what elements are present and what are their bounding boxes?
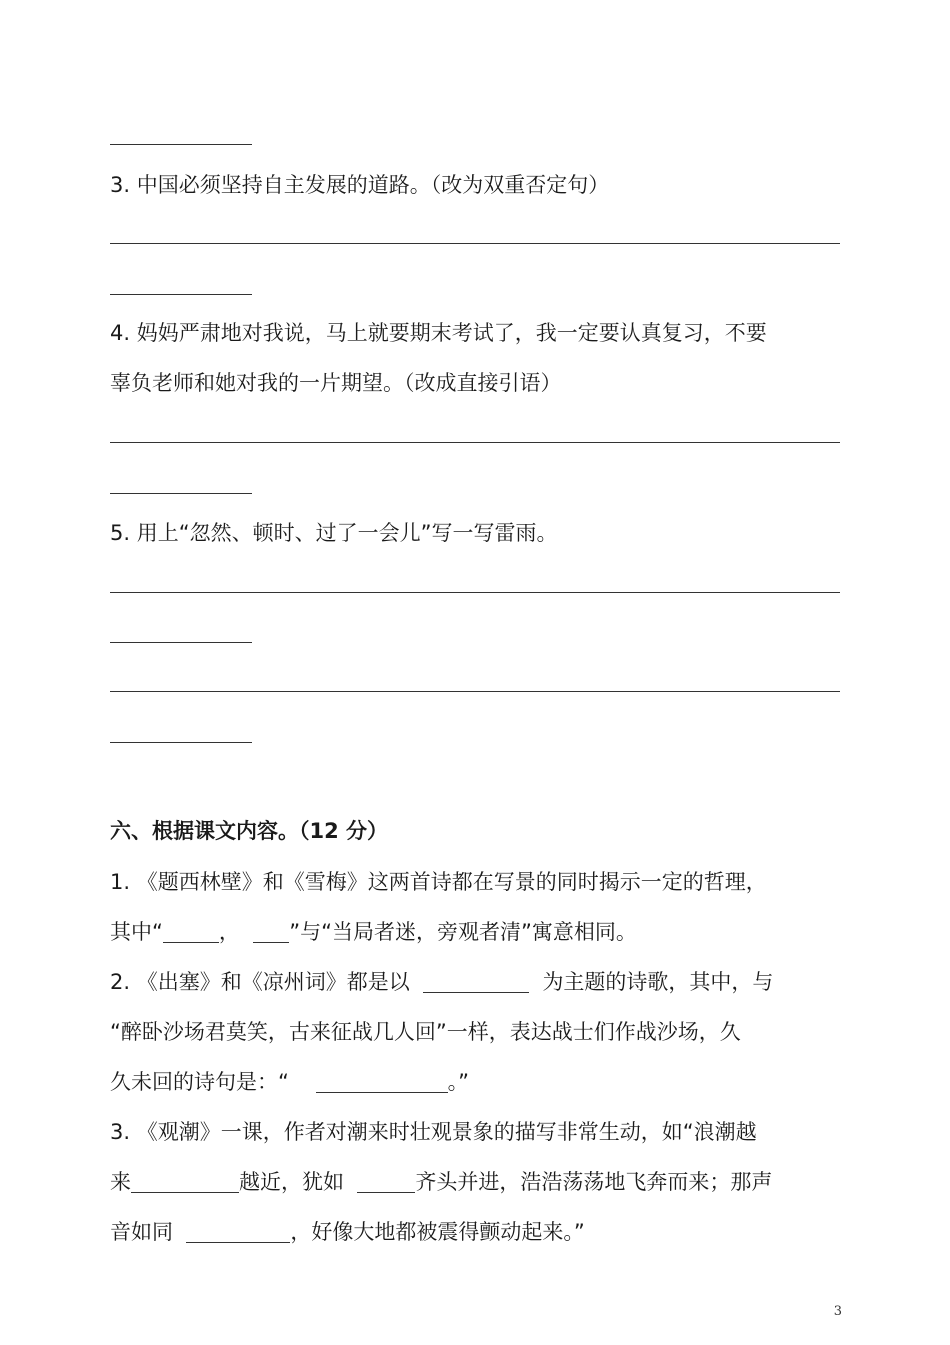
q2-text-a: 2. 《出塞》和《凉州词》都是以	[110, 970, 410, 994]
question-6-2-line2: “醉卧沙场君莫笑，古来征战几人回”一样，表达战士们作战沙场，久	[110, 1020, 741, 1044]
question-5-5: 5. 用上“忽然、顿时、过了一会儿”写一写雷雨。	[110, 521, 558, 545]
q2-text-c: 久未回的诗句是：“	[110, 1070, 289, 1094]
fill-blank[interactable]	[163, 920, 219, 943]
q2-text-b: 为主题的诗歌，其中，与	[542, 970, 774, 994]
fill-blank[interactable]	[423, 970, 529, 993]
question-6-1-line2	[110, 917, 637, 947]
question-6-3-line2	[110, 1167, 772, 1197]
q2-text-d: 。”	[447, 1070, 469, 1094]
answer-line[interactable]	[110, 442, 840, 443]
page-number: 3	[833, 1304, 842, 1319]
question-5-4-line1: 4. 妈妈严肃地对我说，马上就要期末考试了，我一定要认真复习，不要	[110, 321, 767, 345]
q3-text-a: 来	[110, 1170, 131, 1194]
q1-text-c: ”与“当局者迷，旁观者清”寓意相同。	[289, 920, 637, 944]
question-6-2-line3	[110, 1067, 469, 1097]
q3-text-b: 越近，犹如	[239, 1170, 344, 1194]
question-6-1-line1: 1. 《题西林壁》和《雪梅》这两首诗都在写景的同时揭示一定的哲理，	[110, 870, 767, 894]
question-5-3: 3. 中国必须坚持自主发展的道路。（改为双重否定句）	[110, 173, 610, 197]
answer-line[interactable]	[110, 642, 252, 643]
answer-line[interactable]	[110, 691, 840, 692]
fill-blank[interactable]	[357, 1170, 415, 1193]
q3-text-c: 齐头并进，浩浩荡荡地飞奔而来；那声	[415, 1170, 773, 1194]
answer-line[interactable]	[110, 144, 252, 145]
fill-blank[interactable]	[186, 1220, 290, 1243]
fill-blank[interactable]	[316, 1070, 448, 1093]
question-6-3-line1: 3. 《观潮》一课，作者对潮来时壮观景象的描写非常生动，如“浪潮越	[110, 1120, 757, 1144]
question-5-4-line2: 辜负老师和她对我的一片期望。（改成直接引语）	[110, 371, 562, 395]
section-6-heading: 六、根据课文内容。（12 分）	[110, 819, 389, 843]
answer-line[interactable]	[110, 742, 252, 743]
q3-text-d: 音如同	[110, 1220, 173, 1244]
q1-text-a: 其中“	[110, 920, 163, 944]
answer-line[interactable]	[110, 592, 840, 593]
fill-blank[interactable]	[131, 1170, 239, 1193]
question-6-2-line1	[110, 967, 773, 997]
answer-line[interactable]	[110, 493, 252, 494]
fill-blank[interactable]	[253, 920, 289, 943]
answer-line[interactable]	[110, 294, 252, 295]
q1-text-b: ，	[218, 920, 240, 944]
q3-text-e: ，好像大地都被震得颤动起来。”	[290, 1220, 585, 1244]
question-6-3-line3	[110, 1217, 585, 1247]
answer-line[interactable]	[110, 243, 840, 244]
